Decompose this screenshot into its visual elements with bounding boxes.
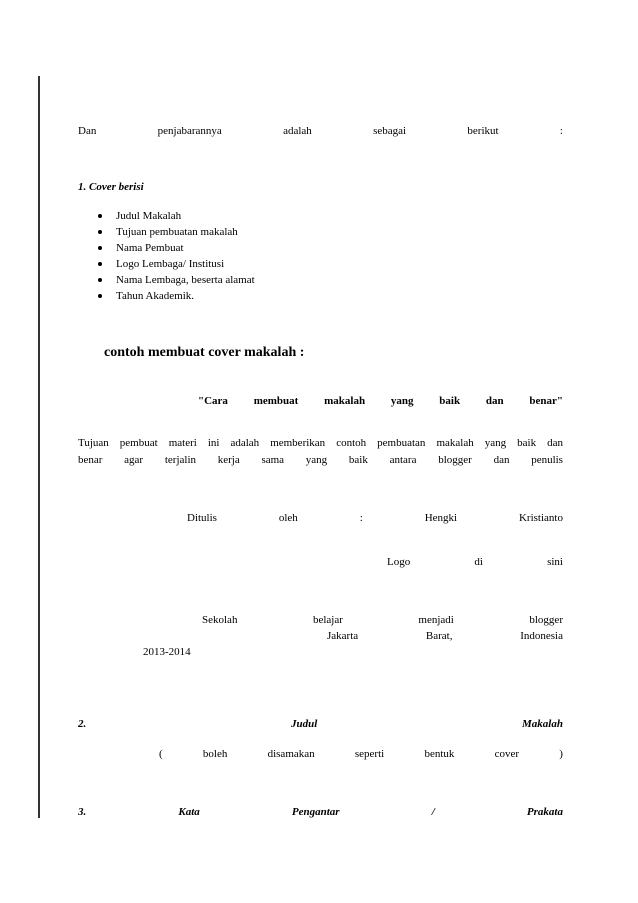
purpose-line-1: Tujuan pembuat materi ini adalah memberikan contoh pembuatan makalah yang baik dan	[78, 437, 563, 449]
cover-contents-list	[78, 208, 255, 304]
bullet-icon	[98, 294, 102, 298]
page-margin-rule	[38, 76, 40, 818]
bullet-icon	[98, 278, 102, 282]
cover-title-word: "Cara	[198, 395, 228, 407]
intro-word: adalah	[283, 125, 312, 137]
bullet-icon	[98, 262, 102, 266]
cover-title-word: makalah	[324, 395, 366, 407]
list-item: Nama Lembaga, beserta alamat	[78, 272, 255, 288]
list-item: Judul Makalah	[78, 208, 255, 224]
list-item: Tahun Akademik.	[78, 288, 255, 304]
cover-title-word: membuat	[253, 395, 299, 407]
list-item: Tujuan pembuatan makalah	[78, 224, 255, 240]
intro-word: :	[559, 125, 563, 137]
bullet-icon	[98, 230, 102, 234]
intro-word: sebagai	[373, 125, 407, 137]
purpose-line-2: benar agar terjalin kerja sama yang baik antara blogger dan penulis	[78, 454, 563, 466]
example-heading: contoh membuat cover makalah :	[104, 345, 305, 360]
cover-title-word: dan	[485, 395, 504, 407]
intro-word: Dan	[78, 125, 97, 137]
cover-title-line	[198, 394, 563, 408]
academic-year: 2013-2014	[143, 646, 191, 658]
institution-line-2: Jakarta Barat, Indonesia	[327, 630, 563, 642]
intro-word: penjabarannya	[157, 125, 222, 137]
intro-word: berikut	[467, 125, 499, 137]
intro-line	[78, 124, 563, 138]
author-line: Ditulis oleh : Hengki Kristianto	[187, 512, 563, 524]
cover-title-word: baik	[439, 395, 461, 407]
institution-line-1: Sekolah belajar menjadi blogger	[202, 614, 563, 626]
section2-note: ( boleh disamakan seperti bentuk cover )	[159, 748, 563, 760]
section2-title: 2. Judul Makalah	[78, 718, 563, 730]
bullet-icon	[98, 246, 102, 250]
bullet-icon	[98, 214, 102, 218]
cover-title-word: benar"	[529, 395, 563, 407]
list-item: Nama Pembuat	[78, 240, 255, 256]
list-item: Logo Lembaga/ Institusi	[78, 256, 255, 272]
cover-title-word: yang	[390, 395, 414, 407]
section1-title: 1. Cover berisi	[78, 181, 144, 193]
section3-title: 3. Kata Pengantar / Prakata	[78, 806, 563, 818]
logo-placeholder-line: Logo di sini	[387, 556, 563, 568]
